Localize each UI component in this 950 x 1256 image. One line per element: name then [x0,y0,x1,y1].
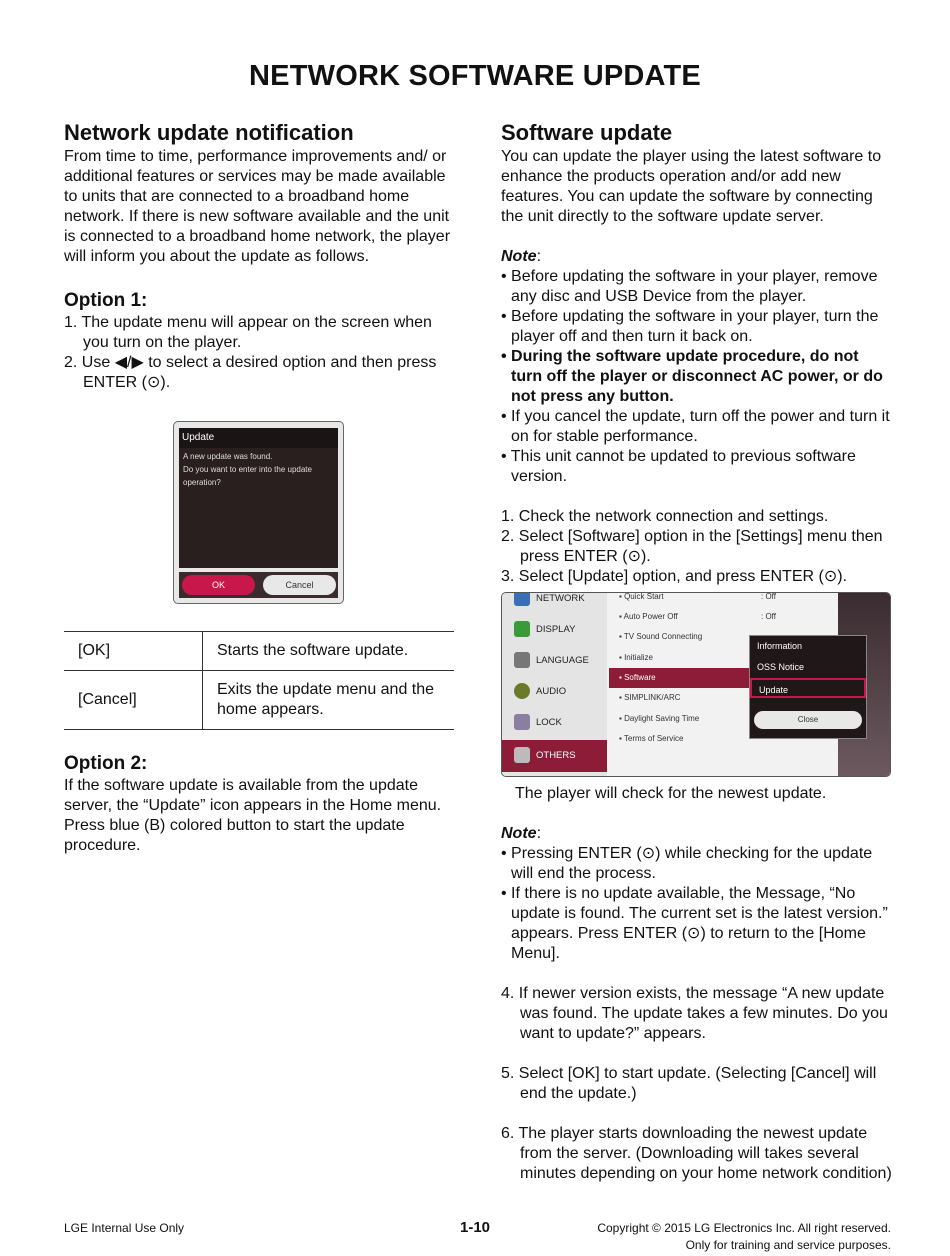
software-update-heading: Software update [501,120,673,145]
popup-item: OSS Notice [757,662,805,672]
page-number: 1-10 [459,1219,491,1236]
update-steps-2 [501,984,893,1184]
table-value: Starts the software update. [203,632,455,671]
note-label-2: Note [501,825,537,842]
software-update-intro: You can update the player using the latest software to enhance the products operation and/or add new features. You can update the software by connecting the unit directly to the software update server. [501,148,882,225]
dialog-ok-button: OK [182,575,255,595]
software-popup [749,635,867,739]
network-update-intro: From time to time, performance improvements and/ or additional features or services may be made available to units that are connected to a broadband home network. If there is new software available and the unit is connected to a broadband home network, the player will inform you about the update as follows. [64,148,451,265]
update-dialog-screenshot [173,421,344,604]
footer-internal: LGE Internal Use Only [64,1221,185,1235]
network-update-heading: Network update notification [64,120,354,145]
note-item: • This unit cannot be updated to previous software version. [501,447,893,487]
menu-item-language: LANGUAGE [502,645,607,676]
option2-block [64,752,456,856]
table-value: Exits the update menu and the home appears. [203,671,455,730]
table-key: [OK] [64,632,203,671]
menu-item-lock: LOCK [502,707,607,738]
note-item: • If you cancel the update, turn off the power and turn it on for stable performance. [501,407,893,447]
note-item: • Pressing ENTER (⊙) while checking for the update will end the process. [501,844,893,884]
option-item: ▪ Terms of Service [619,734,684,743]
popup-close-button: Close [754,711,862,729]
settings-screenshot [501,592,891,777]
left-column [64,119,456,393]
update-step: 3. Select [Update] option, and press ENTER (⊙). [501,568,848,585]
menu-item-others: OTHERS [502,740,607,772]
option-item-selected: ▪ Software [609,668,759,688]
table-key: [Cancel] [64,671,203,730]
note-item-warning: • During the software update procedure, do not turn off the player or disconnect AC power, or do not press any button. [501,347,893,407]
dialog-cancel-button: Cancel [263,575,336,595]
footer-copyright: Copyright © 2015 LG Electronics Inc. All right reserved. [597,1221,891,1235]
option-item: ▪ SIMPLINK/ARC [619,693,681,702]
update-steps [501,507,893,587]
note-label: Note [501,248,537,265]
option2-text: If the software update is available from the update server, the “Update” icon appears in the Home menu. Press blue (B) colored button to start the update procedure. [64,777,442,854]
option-table [64,631,454,730]
option1-heading: Option 1: [64,290,148,311]
right-column: Software update You can update the player using the latest software to enhance the products operation and/or add new features. You can update the software by connecting the unit directly to the software update server. Note: • Before updating the software in your player, remove any disc and USB Device from the player. • Before updating the software in your player, turn the player off and then turn it back on. • During the software update procedure, do not turn off the player or disconnect AC power, or do not press any button. • If you cancel the update, turn off the power and turn it on for stable performance. • This unit cannot be updated to previous software version. 1. Check the network connection and settings. 2. Select [Software] option in the [Settings] menu then press ENTER (⊙). 3. Select [Update] option, and press ENTER (⊙). [501,119,893,587]
notes-list [501,267,893,487]
option1-steps [64,313,456,393]
note-item: • Before updating the software in your player, turn the player off and then turn it back on. [501,307,893,347]
table-row [64,632,454,671]
dialog-title: Update [179,428,338,448]
settings-menu [502,593,607,777]
update-step: 2. Select [Software] option in the [Settings] menu then press ENTER (⊙). [501,528,883,565]
option-item: ▪ Daylight Saving Time [619,714,700,723]
check-text: The player will check for the newest update. [515,785,827,802]
popup-item-selected: Update [750,678,866,698]
dialog-line1: A new update was found. [183,452,273,461]
popup-item: Information [757,641,803,651]
update-step: 6. The player starts downloading the newest update from the server. (Downloading will takes several minutes depending on your home network condition) [501,1125,892,1182]
page-title: NETWORK SOFTWARE UPDATE [249,60,701,92]
table-row [64,671,454,730]
right-lower: The player will check for the newest update. Note: • Pressing ENTER (⊙) while checking for the update will end the process. • If there is no update available, the Message, “No update is found. The current set is the latest version.” appears. Press ENTER (⊙) to return to the [Home Menu]. 4. If newer version exists, the message “A new update was found. The update takes a few minutes. Do you want to update?” appears. 5. Select [OK] to start update. (Selecting [Cancel] will end the update.) 6. The player starts downloading the newest update from the server. (Downloading will takes several minutes depending on your home network condition) [501,784,893,1184]
option-item: ▪ Initialize [619,653,653,662]
option1-step: 2. Use ◀/▶ to select a desired option and then press ENTER (⊙). [64,354,437,391]
update-step: 4. If newer version exists, the message “A new update was found. The update takes a few minutes. Do you want to update?” appears. [501,985,888,1042]
note-item: • If there is no update available, the Message, “No update is found. The current set is the latest version.” appears. Press ENTER (⊙) to return to the [Home Menu]. [501,884,893,964]
menu-item-display: DISPLAY [502,614,607,645]
footer-training: Only for training and service purposes. [685,1238,891,1252]
menu-item-audio: AUDIO [502,676,607,707]
update-step: 5. Select [OK] to start update. (Selecting [Cancel] will end the update.) [501,1065,877,1102]
notes-list-2 [501,844,893,964]
option1-step: 1. The update menu will appear on the screen when you turn on the player. [64,314,432,351]
option2-heading: Option 2: [64,753,148,774]
note-item: • Before updating the software in your player, remove any disc and USB Device from the player. [501,267,893,307]
option-item: ▪ Quick Start : Off [619,592,776,601]
update-step: 1. Check the network connection and settings. [501,508,829,525]
dialog-line2: Do you want to enter into the update operation? [183,465,312,487]
menu-item-network: NETWORK [502,592,607,614]
option-item: ▪ Auto Power Off : Off [619,612,776,621]
option-item: ▪ TV Sound Connecting [619,632,703,641]
